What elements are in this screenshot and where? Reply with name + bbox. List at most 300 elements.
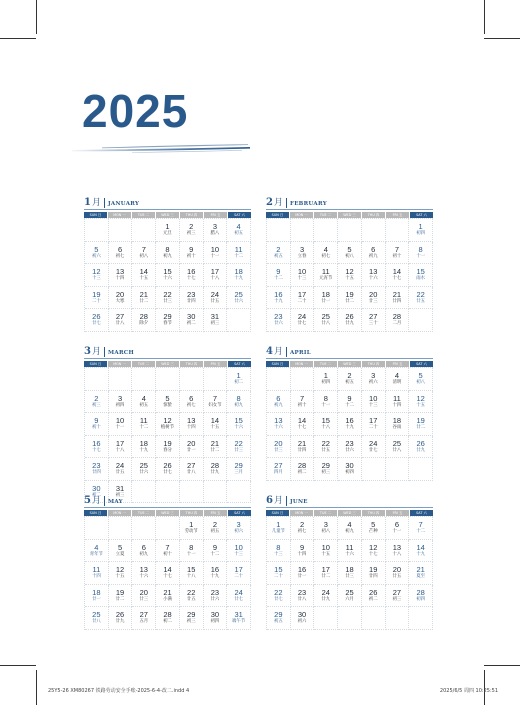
lunar-label: 初九 (368, 253, 378, 259)
empty-cell (386, 219, 410, 242)
lunar-label: 廿四 (297, 447, 307, 453)
day-number: 1 (189, 520, 194, 529)
day-cell (409, 219, 433, 242)
day-cell (132, 607, 156, 630)
lunar-label: 十二 (416, 529, 426, 534)
lunar-label: 十五 (416, 402, 426, 408)
lunar-label: 廿六 (273, 321, 283, 326)
lunar-label: 初四 (321, 380, 331, 385)
day-cell (291, 517, 315, 540)
day-cell (204, 219, 228, 242)
day-cell (338, 391, 362, 414)
day-cell (156, 540, 180, 563)
lunar-label: 十七 (368, 551, 378, 557)
day-number: 19 (115, 587, 125, 597)
lunar-label: 初三 (186, 231, 196, 236)
day-cell (267, 607, 291, 630)
empty-cell (291, 368, 315, 391)
month-number: 2 (266, 197, 273, 208)
day-cell (338, 458, 362, 481)
lunar-label: 廿七 (368, 447, 378, 453)
month-number: 3 (84, 346, 91, 357)
day-cell (109, 562, 133, 585)
lunar-label: 初八 (321, 529, 331, 534)
lunar-label: 植树节 (160, 425, 175, 430)
lunar-label: 十八 (210, 276, 220, 281)
day-cell (85, 585, 109, 608)
day-number: 4 (141, 393, 146, 403)
day-cell (409, 391, 433, 414)
lunar-label: 十六 (345, 551, 354, 557)
day-cell (132, 458, 156, 481)
weekday-header (84, 212, 251, 218)
day-cell (267, 391, 291, 414)
day-number: 17 (210, 267, 220, 276)
day-number: 27 (115, 312, 125, 321)
day-number: 13 (392, 542, 402, 552)
day-number: 9 (212, 542, 217, 552)
day-number: 15 (163, 267, 172, 276)
weekday-label: TUE 二 (314, 212, 337, 218)
day-cell (204, 242, 228, 265)
lunar-label: 廿五 (392, 574, 402, 579)
day-cell (291, 264, 315, 287)
weekday-header (266, 361, 433, 367)
day-number: 2 (94, 393, 99, 403)
empty-cell (180, 368, 204, 391)
day-number: 28 (163, 610, 172, 619)
day-number: 5 (371, 520, 376, 529)
day-number: 7 (418, 520, 423, 529)
lunar-label: 初四 (210, 619, 220, 624)
day-number: 18 (392, 416, 402, 425)
empty-cell (109, 368, 133, 391)
lunar-label: 初九 (139, 551, 149, 557)
empty-cell (362, 607, 386, 630)
day-number: 6 (189, 393, 194, 403)
day-number: 27 (187, 461, 196, 470)
lunar-label: 元宵节 (319, 276, 333, 281)
month-header (266, 493, 433, 508)
lunar-label: 廿七 (91, 321, 101, 326)
day-number: 10 (210, 244, 220, 254)
lunar-label: 廿五 (210, 298, 220, 304)
day-cell (227, 264, 251, 287)
day-number: 28 (416, 587, 425, 597)
day-number: 12 (369, 542, 378, 552)
empty-cell (132, 368, 156, 391)
lunar-label: 廿四 (392, 298, 402, 304)
weekday-label: SUN 日 (266, 361, 289, 367)
lunar-label: 十二 (234, 253, 244, 259)
crop-mark (484, 665, 520, 666)
day-cell (132, 242, 156, 265)
day-number: 29 (163, 312, 172, 321)
day-number: 8 (236, 393, 241, 403)
lunar-label: 廿五 (321, 447, 331, 453)
lunar-label: 二月 (392, 321, 402, 326)
lunar-label: 初十 (186, 253, 196, 259)
lunar-label: 十六 (368, 276, 378, 281)
day-number: 13 (187, 416, 196, 425)
day-number: 4 (94, 542, 99, 552)
day-cell (267, 264, 291, 287)
day-cell (156, 242, 180, 265)
lunar-label: 廿六 (139, 470, 149, 475)
day-cell (314, 264, 338, 287)
day-number: 1 (236, 371, 241, 380)
month-char: 月 (91, 347, 101, 357)
lunar-label: 廿九 (416, 447, 426, 453)
day-cell (386, 517, 410, 540)
day-number: 25 (321, 312, 330, 321)
day-cell (409, 562, 433, 585)
day-cell (85, 242, 109, 265)
lunar-label: 廿八 (186, 470, 196, 475)
days-grid (84, 218, 251, 332)
day-cell (267, 585, 291, 608)
lunar-label: 十九 (234, 276, 244, 281)
weekday-label: THU 四 (180, 212, 203, 218)
lunar-label: 十二 (139, 425, 149, 430)
day-number: 3 (117, 393, 123, 403)
day-number: 19 (345, 289, 354, 299)
day-number: 30 (297, 610, 307, 619)
day-number: 15 (187, 565, 196, 574)
weekday-label: THU 四 (362, 361, 385, 367)
empty-cell (132, 219, 156, 242)
lunar-label: 劳动节 (184, 529, 198, 534)
day-cell (386, 368, 410, 391)
day-number: 22 (234, 438, 243, 448)
lunar-label: 初三 (392, 596, 402, 602)
empty-cell (409, 607, 433, 630)
day-cell (267, 242, 291, 265)
day-number: 19 (163, 438, 172, 448)
days-grid (84, 516, 251, 630)
lunar-label: 十七 (163, 574, 172, 579)
day-number: 24 (321, 587, 330, 597)
empty-cell (227, 309, 251, 332)
day-cell (227, 517, 251, 540)
weekday-label: SAT 六 (410, 361, 433, 367)
day-cell (85, 436, 109, 459)
day-cell (109, 264, 133, 287)
lunar-label: 廿三 (345, 574, 354, 579)
day-cell (338, 540, 362, 563)
day-number: 10 (115, 416, 125, 425)
day-cell (132, 413, 156, 436)
empty-cell (314, 219, 338, 242)
month-block-2 (266, 195, 433, 332)
lunar-label: 十三 (368, 402, 378, 408)
day-number: 12 (92, 267, 101, 276)
lunar-label: 初六 (297, 619, 307, 624)
lunar-label: 初二 (297, 470, 307, 475)
lunar-label: 十八 (115, 447, 125, 453)
lunar-label: 廿一 (186, 447, 196, 453)
empty-cell (386, 607, 410, 630)
day-number: 13 (274, 416, 283, 425)
day-cell (204, 309, 228, 332)
month-block-4 (266, 344, 433, 481)
day-cell (132, 436, 156, 459)
day-number: 17 (234, 565, 243, 574)
day-number: 27 (139, 610, 148, 619)
day-cell (362, 540, 386, 563)
day-number: 14 (210, 416, 220, 425)
weekday-label: MON 一 (108, 212, 131, 218)
weekday-header (266, 212, 433, 218)
weekday-label: MON 一 (290, 361, 313, 367)
day-cell (314, 391, 338, 414)
day-cell (204, 436, 228, 459)
month-separator (104, 198, 105, 208)
day-number: 25 (345, 587, 354, 597)
lunar-label: 立春 (297, 253, 307, 259)
lunar-label: 廿九 (115, 619, 125, 624)
month-char: 月 (273, 198, 283, 208)
day-cell (204, 585, 228, 608)
weekday-label: FRI 五 (386, 510, 409, 516)
day-number: 11 (234, 244, 243, 254)
lunar-label: 初五 (345, 380, 354, 385)
day-cell (314, 309, 338, 332)
day-number: 8 (165, 244, 170, 254)
empty-cell (386, 458, 410, 481)
lunar-label: 十二 (273, 276, 283, 281)
day-cell (291, 585, 315, 608)
day-cell (291, 436, 315, 459)
day-number: 15 (274, 565, 283, 574)
day-number: 12 (345, 267, 354, 276)
day-cell (386, 562, 410, 585)
day-number: 3 (212, 222, 217, 231)
day-number: 28 (392, 312, 402, 321)
month-header (266, 195, 433, 210)
day-cell (267, 436, 291, 459)
crop-mark (484, 38, 520, 39)
day-cell (204, 517, 228, 540)
day-cell (291, 413, 315, 436)
lunar-label: 廿二 (139, 298, 149, 304)
lunar-label: 廿四 (91, 470, 101, 475)
empty-cell (109, 219, 133, 242)
day-cell (156, 413, 180, 436)
day-number: 22 (321, 438, 330, 448)
lunar-label: 十七 (91, 447, 101, 453)
day-number: 5 (165, 393, 170, 403)
lunar-label: 十三 (273, 551, 283, 557)
day-cell (409, 242, 433, 265)
day-cell (338, 562, 362, 585)
lunar-label: 十九 (139, 447, 149, 453)
day-cell (204, 413, 228, 436)
day-number: 11 (92, 565, 101, 574)
day-number: 29 (187, 610, 196, 619)
day-number: 14 (163, 565, 172, 574)
day-number: 28 (297, 461, 307, 470)
lunar-label: 十四 (297, 551, 307, 557)
lunar-label: 谷雨 (392, 425, 402, 430)
day-cell (338, 413, 362, 436)
day-cell (109, 540, 133, 563)
month-block-5 (84, 493, 251, 630)
day-cell (180, 607, 204, 630)
lunar-label: 春节 (163, 321, 172, 326)
weekday-label: FRI 五 (204, 510, 227, 516)
day-cell (204, 287, 228, 310)
weekday-label: MON 一 (108, 361, 131, 367)
lunar-label: 十六 (273, 425, 283, 430)
day-cell (85, 540, 109, 563)
day-cell (227, 219, 251, 242)
day-number: 23 (345, 438, 354, 448)
lunar-label: 儿童节 (271, 529, 285, 534)
lunar-label: 廿三 (234, 447, 244, 453)
lunar-label: 初六 (234, 529, 244, 534)
weekday-header (266, 510, 433, 516)
day-cell (362, 287, 386, 310)
day-cell (362, 562, 386, 585)
day-cell (132, 585, 156, 608)
lunar-label: 初五 (273, 619, 283, 624)
month-separator (286, 198, 287, 208)
lunar-label: 十三 (91, 276, 101, 281)
footer-file-info: 25Y5-26 XM80267 铁路劳动安全手账-2025-6-4-改二.indd 4 (48, 688, 190, 694)
day-cell (314, 368, 338, 391)
day-number: 19 (92, 289, 101, 299)
lunar-label: 十七 (392, 276, 402, 281)
day-cell (338, 517, 362, 540)
lunar-label: 初六 (91, 253, 101, 259)
day-number: 19 (416, 416, 425, 425)
day-number: 12 (163, 416, 172, 425)
day-number: 5 (94, 244, 99, 254)
day-cell (180, 391, 204, 414)
day-number: 1 (418, 222, 423, 231)
lunar-label: 初三 (210, 321, 220, 326)
day-number: 21 (163, 587, 172, 597)
day-cell (362, 413, 386, 436)
day-cell (85, 607, 109, 630)
day-cell (180, 287, 204, 310)
day-cell (409, 413, 433, 436)
day-number: 16 (210, 565, 220, 574)
day-number: 25 (234, 289, 243, 299)
lunar-label: 初二 (91, 492, 101, 498)
day-number: 5 (117, 542, 123, 552)
day-number: 30 (210, 610, 220, 619)
day-cell (314, 242, 338, 265)
day-cell (132, 264, 156, 287)
day-cell (338, 287, 362, 310)
day-cell (132, 391, 156, 414)
day-number: 23 (92, 461, 101, 470)
day-number: 3 (236, 520, 241, 529)
lunar-label: 初九 (163, 253, 172, 259)
day-number: 9 (347, 393, 352, 403)
empty-cell (291, 219, 315, 242)
day-cell (314, 458, 338, 481)
day-cell (227, 242, 251, 265)
day-cell (180, 585, 204, 608)
day-number: 26 (115, 610, 125, 619)
day-number: 18 (92, 587, 101, 597)
day-number: 2 (189, 222, 194, 231)
lunar-label: 初四 (416, 596, 426, 602)
day-cell (338, 368, 362, 391)
day-number: 2 (299, 520, 305, 529)
day-number: 16 (92, 438, 101, 448)
day-cell (204, 540, 228, 563)
weekday-label: SUN 日 (266, 212, 289, 218)
day-cell (314, 585, 338, 608)
lunar-label: 元旦 (163, 231, 172, 236)
day-cell (386, 242, 410, 265)
day-number: 2 (212, 520, 217, 529)
day-number: 17 (369, 416, 378, 425)
lunar-label: 六月 (345, 596, 354, 602)
weekday-label: SAT 六 (228, 361, 251, 367)
day-cell (409, 264, 433, 287)
weekday-label: MON 一 (108, 510, 131, 516)
day-number: 25 (139, 461, 148, 470)
day-number: 23 (274, 312, 283, 321)
lunar-label: 十五 (210, 425, 220, 430)
day-number: 1 (276, 520, 281, 529)
month-english: JANUARY (107, 201, 140, 207)
day-number: 9 (189, 244, 194, 254)
lunar-label: 初七 (297, 529, 307, 534)
crop-mark (36, 670, 37, 705)
weekday-label: SAT 六 (410, 212, 433, 218)
lunar-label: 十五 (345, 276, 354, 281)
day-number: 20 (187, 438, 196, 448)
weekday-label: THU 四 (180, 510, 203, 516)
lunar-label: 二十 (91, 298, 101, 304)
day-cell (132, 540, 156, 563)
day-number: 26 (163, 461, 172, 470)
day-number: 1 (165, 222, 170, 231)
day-cell (156, 458, 180, 481)
day-cell (314, 540, 338, 563)
day-cell (362, 242, 386, 265)
lunar-label: 初七 (321, 253, 331, 259)
lunar-label: 清明 (392, 380, 402, 385)
weekday-label: SAT 六 (410, 510, 433, 516)
day-number: 20 (369, 289, 378, 299)
lunar-label: 腊八 (210, 231, 220, 236)
lunar-label: 初九 (234, 402, 244, 408)
day-number: 25 (392, 438, 402, 448)
lunar-label: 廿五 (186, 596, 196, 602)
day-number: 30 (345, 461, 354, 470)
day-number: 18 (345, 565, 354, 574)
day-cell (409, 368, 433, 391)
day-cell (180, 458, 204, 481)
lunar-label: 廿八 (321, 321, 331, 326)
lunar-label: 初七 (186, 402, 196, 408)
weekday-label: MON 一 (290, 212, 313, 218)
lunar-label: 十一 (210, 253, 220, 259)
weekday-label: FRI 五 (386, 361, 409, 367)
day-cell (409, 287, 433, 310)
empty-cell (156, 368, 180, 391)
day-number: 14 (139, 267, 148, 276)
day-number: 27 (369, 312, 378, 321)
day-cell (180, 562, 204, 585)
